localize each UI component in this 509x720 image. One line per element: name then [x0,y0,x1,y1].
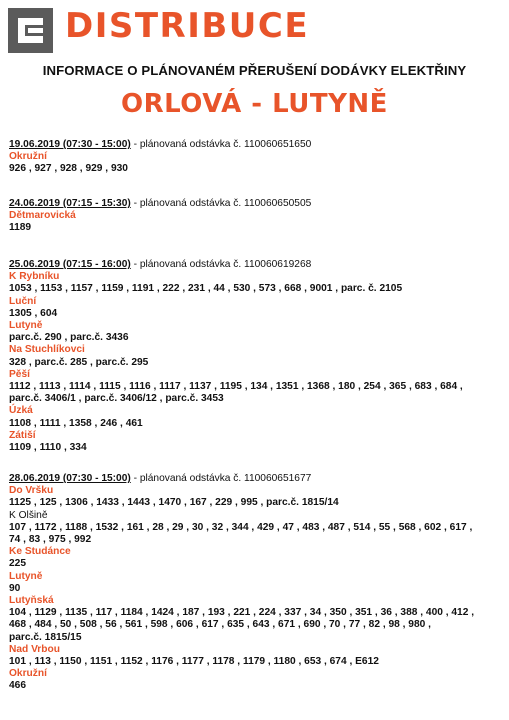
outage-block [9,198,501,235]
house-numbers: 1125 , 125 , 1306 , 1433 , 1443 , 1470 , 167 , 229 , 995 , parc.č. 1815/14 [9,497,339,509]
street-name: Lutyňská [9,595,54,607]
house-numbers: 225 [9,558,26,570]
outage-date: 25.06.2019 (07:15 - 16:00) [9,259,131,270]
house-numbers: 1108 , 1111 , 1358 , 246 , 461 [9,417,143,429]
house-numbers: parc.č. 1815/15 [9,631,82,643]
street-name: K Olšině [9,509,48,521]
outage-block [9,473,501,693]
street-name: Lutyně [9,570,43,582]
street-name: Do Vršku [9,485,54,497]
outage-header [9,473,501,485]
street-name: Luční [9,295,37,307]
house-numbers: 1053 , 1153 , 1157 , 1159 , 1191 , 222 , 231 , 44 , 530 , 573 , 668 , 9001 , parc. č. 2105 [9,283,403,295]
house-numbers: 1109 , 1110 , 334 [9,442,87,454]
house-numbers: 468 , 484 , 50 , 508 , 56 , 561 , 598 , 606 , 617 , 635 , 643 , 671 , 690 , 70 , 77 , 82 , 98 , 980 , [9,619,431,631]
street-name: Úzká [9,405,33,417]
house-numbers: 104 , 1129 , 1135 , 117 , 1184 , 1424 , 187 , 193 , 221 , 224 , 337 , 34 , 350 , 351 , 36 , 388 , 400 , 412 , [9,607,475,619]
house-numbers: 1305 , 604 [9,307,58,319]
street-name: Zátiší [9,429,36,441]
house-numbers: 90 [9,582,21,594]
page-heading: INFORMACE O PLÁNOVANÉM PŘERUŠENÍ DODÁVKY ELEKTŘINY [42,63,467,78]
street-name: Ke Studánce [9,546,71,558]
street-name: Okružní [9,668,47,680]
outage-header [9,259,501,271]
street-name: Lutyně [9,320,43,332]
street-name: Okružní [9,151,47,163]
outage-number: - plánovaná odstávka č. 110060650505 [130,198,312,209]
outage-header [9,139,501,151]
street-name: Na Stuchlíkovci [9,344,85,356]
street-name: Pěší [9,368,30,380]
street-name: Nad Vrbou [9,643,60,655]
city-title: ORLOVÁ - LUTYNĚ [121,89,388,119]
house-numbers: parc.č. 290 , parc.č. 3436 [9,332,129,344]
house-numbers: 107 , 1172 , 1188 , 1532 , 161 , 28 , 29 , 30 , 32 , 344 , 429 , 47 , 483 , 487 , 514 , 55 , 568 , 602 , 617 , [9,521,473,533]
outage-date: 28.06.2019 (07:30 - 15:00) [9,473,131,484]
outage-date: 24.06.2019 (07:15 - 15:30) [9,198,131,209]
outage-date: 19.06.2019 (07:30 - 15:00) [9,139,131,150]
street-name: Dětmarovická [9,210,76,222]
outage-block [9,259,501,454]
outage-number: - plánovaná odstávka č. 110060619268 [130,259,312,270]
brand-name: DISTRIBUCE [65,6,310,46]
house-numbers: 466 [9,680,26,692]
house-numbers: 328 , parc.č. 285 , parc.č. 295 [9,356,149,368]
cez-logo-icon [8,8,53,53]
house-numbers: parc.č. 3406/1 , parc.č. 3406/12 , parc.č. 3453 [9,393,224,405]
house-numbers: 1189 [9,222,32,234]
house-numbers: 101 , 113 , 1150 , 1151 , 1152 , 1176 , 1177 , 1178 , 1179 , 1180 , 653 , 674 , E612 [9,656,379,668]
house-numbers: 1112 , 1113 , 1114 , 1115 , 1116 , 1117 , 1137 , 1195 , 134 , 1351 , 1368 , 180 , 254 , 365 , 683 , 684 , [9,381,463,393]
house-numbers: 926 , 927 , 928 , 929 , 930 [9,163,128,175]
outage-block [9,139,501,176]
outage-number: - plánovaná odstávka č. 110060651677 [130,473,312,484]
outage-number: - plánovaná odstávka č. 110060651650 [130,139,312,150]
house-numbers: 74 , 83 , 975 , 992 [9,534,92,546]
street-name: K Rybníku [9,271,60,283]
outage-header [9,198,501,210]
